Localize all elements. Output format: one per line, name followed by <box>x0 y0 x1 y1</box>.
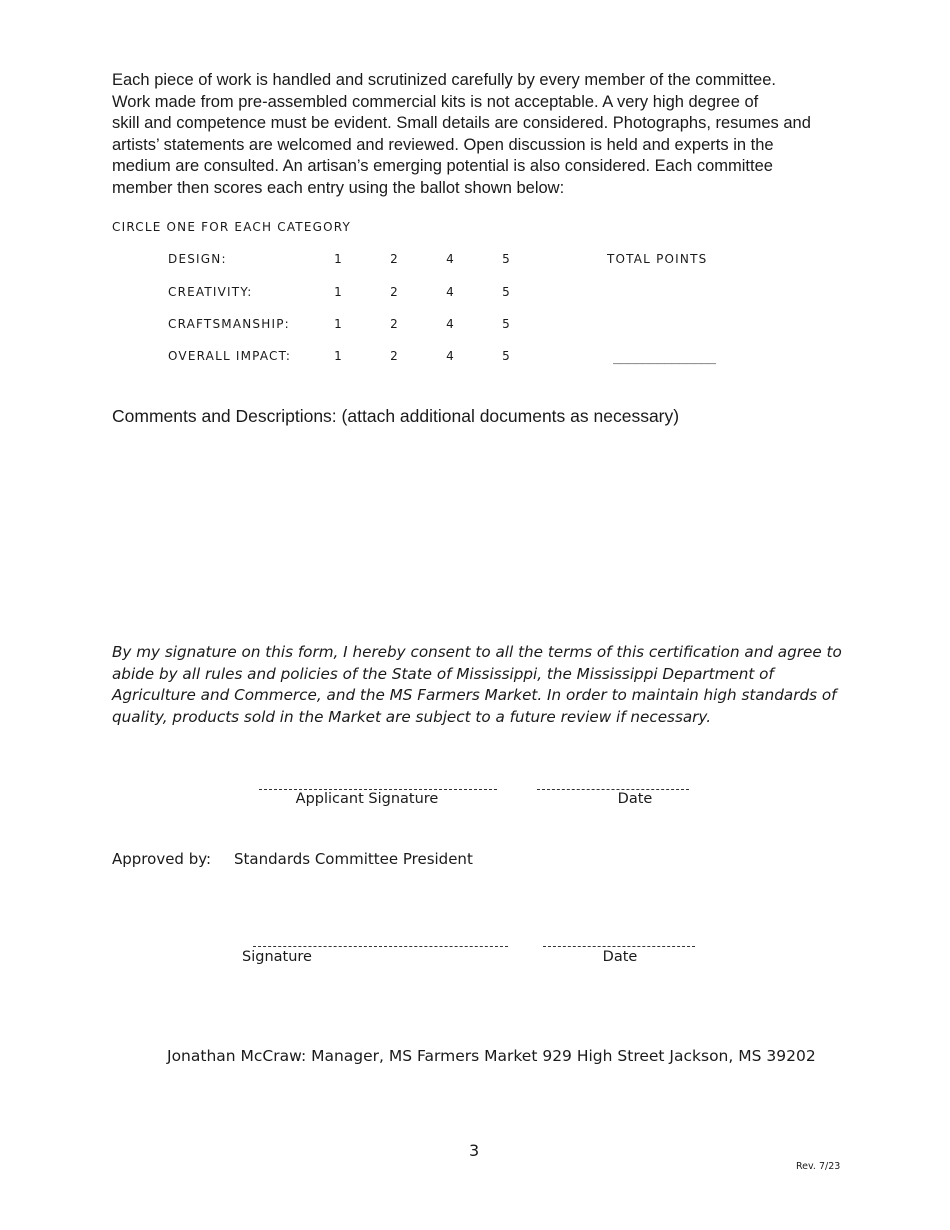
category-design-label: DESIGN: <box>168 252 227 266</box>
score-option[interactable]: 2 <box>390 252 398 266</box>
ballot-instruction: CIRCLE ONE FOR EACH CATEGORY <box>112 220 352 234</box>
consent-paragraph <box>112 642 852 728</box>
comments-note: (attach additional documents as necessary) <box>341 406 680 426</box>
score-option[interactable]: 1 <box>334 252 342 266</box>
applicant-signature-label: Applicant Signature <box>295 791 439 807</box>
score-option[interactable]: 2 <box>390 317 398 331</box>
consent-line: abide by all rules and policies of the State of Mississippi, the Mississippi Department of <box>112 664 774 683</box>
score-option[interactable]: 1 <box>334 285 342 299</box>
category-creativity-label: CREATIVITY: <box>168 285 253 299</box>
score-option[interactable]: 1 <box>334 349 342 363</box>
intro-line: Work made from pre-assembled commercial kits is not acceptable. A very high degree of <box>112 92 759 111</box>
score-option[interactable]: 1 <box>334 317 342 331</box>
score-option[interactable]: 5 <box>502 317 510 331</box>
score-option[interactable]: 5 <box>502 349 510 363</box>
score-option[interactable]: 4 <box>446 349 454 363</box>
approver-date-line[interactable] <box>543 946 695 947</box>
intro-line: artists’ statements are welcomed and reviewed. Open discussion is held and experts in the <box>112 135 774 154</box>
score-option[interactable]: 4 <box>446 285 454 299</box>
score-option[interactable]: 5 <box>502 285 510 299</box>
contact-line: Jonathan McCraw: Manager, MS Farmers Market 929 High Street Jackson, MS 39202 <box>167 1047 816 1065</box>
score-option[interactable]: 4 <box>446 317 454 331</box>
intro-line: Each piece of work is handled and scrutinized carefully by every member of the committee. <box>112 71 776 89</box>
total-points-field[interactable]: ______________ <box>613 350 716 365</box>
applicant-date-label: Date <box>617 791 653 807</box>
approved-by-label: Approved by: <box>112 850 212 868</box>
score-option[interactable]: 2 <box>390 285 398 299</box>
score-option[interactable]: 2 <box>390 349 398 363</box>
page-number: 3 <box>469 1141 480 1160</box>
approver-title: Standards Committee President <box>234 850 473 868</box>
intro-line: member then scores each entry using the ballot shown below: <box>112 178 565 197</box>
approver-signature-label: Signature <box>242 949 312 965</box>
comments-title: Comments and Descriptions: <box>112 406 337 426</box>
score-option[interactable]: 4 <box>446 252 454 266</box>
approver-signature-line[interactable] <box>253 946 508 947</box>
applicant-date-line[interactable] <box>537 789 689 790</box>
consent-line: quality, products sold in the Market are subject to a future review if necessary. <box>112 707 712 726</box>
approver-date-label: Date <box>602 949 638 965</box>
score-option[interactable]: 5 <box>502 252 510 266</box>
category-overall-impact-label: OVERALL IMPACT: <box>168 349 292 363</box>
applicant-signature-line[interactable] <box>259 789 497 790</box>
intro-line: medium are consulted. An artisan’s emerging potential is also considered. Each committee <box>112 157 773 175</box>
comments-heading <box>112 406 679 427</box>
intro-paragraph <box>112 70 842 199</box>
consent-line: By my signature on this form, I hereby consent to all the terms of this certification and agree to <box>112 643 842 661</box>
comments-area[interactable] <box>112 436 842 626</box>
intro-line: skill and competence must be evident. Small details are considered. Photographs, resumes and <box>112 114 811 132</box>
total-points-label: TOTAL POINTS <box>607 252 708 266</box>
category-craftsmanship-label: CRAFTSMANSHIP: <box>168 317 290 331</box>
revision-note: Rev. 7/23 <box>796 1161 841 1172</box>
consent-line: Agriculture and Commerce, and the MS Farmers Market. In order to maintain high standards of <box>112 686 837 704</box>
